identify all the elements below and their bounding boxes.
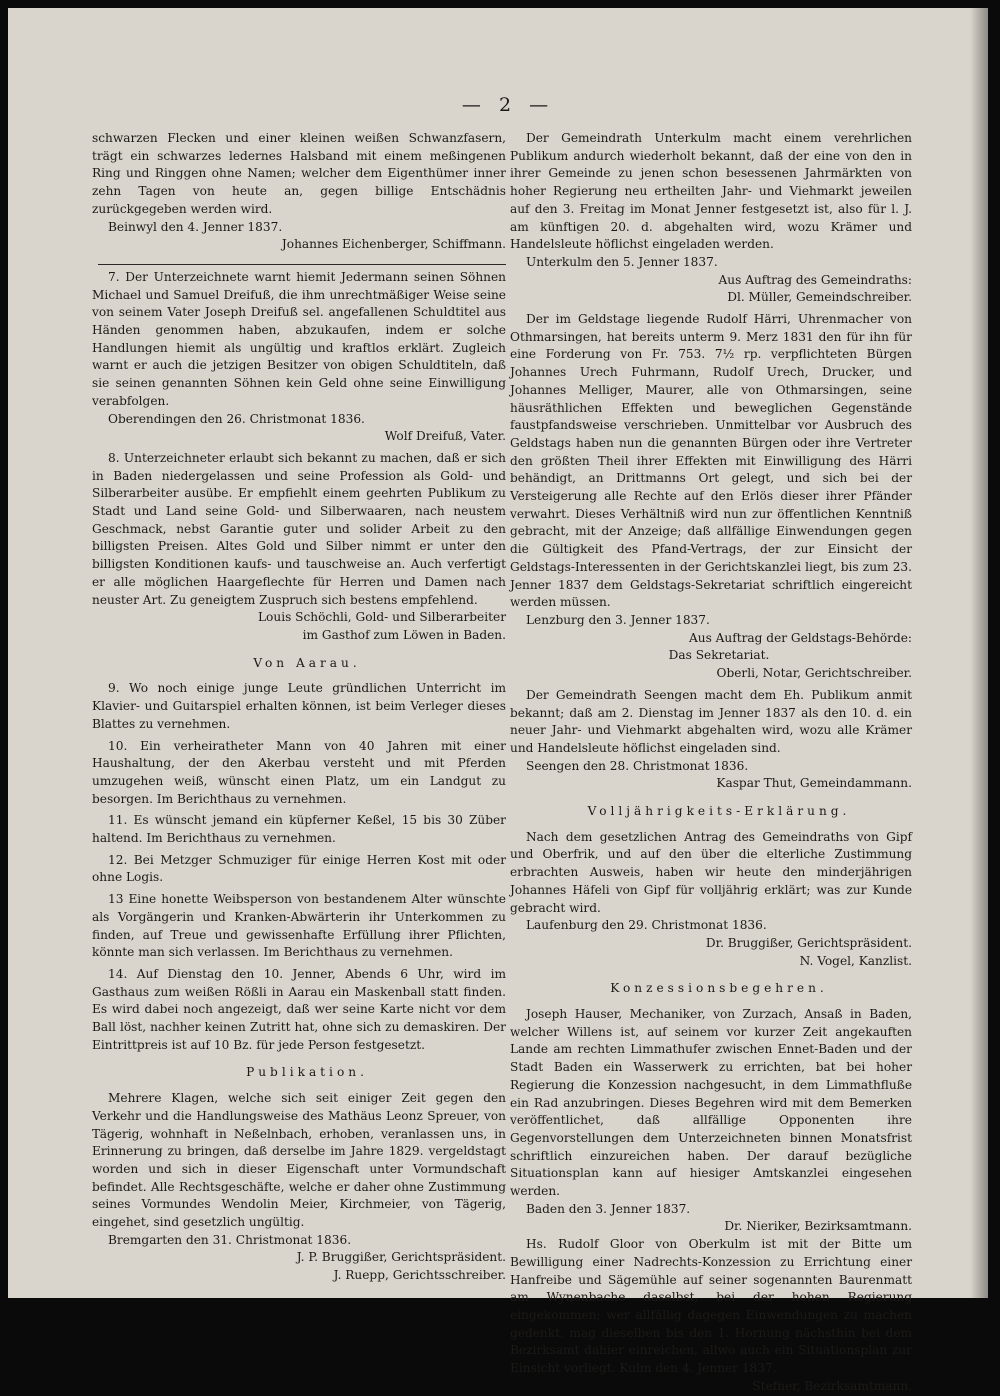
volljaehrigkeit-text: Nach dem gesetzlichen Antrag des Gemeindraths von Gipf und Oberfrik, und auf den über die elterliche Zustimmung erbrachten Ausweis, haben wir heute den minderjährigen Johannes Häfeli von Gipf für volljährig erklärt; was zur Kunde gebracht wird. [510, 829, 912, 915]
ad-12-text: 12. Bei Metzger Schmuziger für einige Herren Kost mit oder ohne Logis. [92, 852, 506, 885]
von-aarau-heading: Von Aarau. [253, 655, 361, 670]
ad-continued-place: Beinwyl den 4. Jenner 1837. [108, 219, 283, 234]
seengen-text: Der Gemeindrath Seengen macht dem Eh. Publikum anmit bekannt; daß am 2. Dienstag im Jenner 1837 als den 10. d. ein neuer Jahr- und Viehmarkt abgehalten wird, wozu alle Krämer und Handelsleute höflichst eingeladen sind. [510, 687, 912, 755]
geldstag-signature-2: Das Sekretariat. [668, 648, 770, 663]
page-edge-shadow [970, 8, 988, 1298]
left-column [92, 130, 506, 1285]
seengen-signature: Kaspar Thut, Gemeindammann. [716, 776, 912, 791]
publikation-text: Mehrere Klagen, welche sich seit einiger Zeit gegen den Verkehr und die Handlungsweise des Mathäus Leonz Spreuer, von Tägerig, wohnhaft in Neßelnbach, erhoben, veranlassen uns, in Erinnerung zu bringen, daß derselbe im Jahre 1829. vergeldstagt worden und sich in dieser Eigenschaft unter Vormundschaft befindet. Alle Rechtsgeschäfte, welche er daher ohne Zustimmung seines Vormundes Wendolin Meier, Kirchmeier, von Tägerig, eingehet, sind gesetzlich ungültig. [92, 1091, 506, 1230]
ad-8-signature-line-2: im Gasthof zum Löwen in Baden. [302, 627, 506, 642]
volljaehrigkeit-place: Laufenburg den 29. Christmonat 1836. [526, 918, 767, 933]
unterkulm-signature-2: Dl. Müller, Gemeindschreiber. [727, 290, 912, 305]
geldstag-place: Lenzburg den 3. Jenner 1837. [526, 612, 710, 627]
unterkulm-text: Der Gemeindrath Unterkulm macht einem verehrlichen Publikum andurch wiederholt bekannt, daß der eine von den in ihrer Gemeinde zu jenen schon besessenen Jahrmärkten von hoher Regierung neu ertheilten Jahr- und Viehmarkt jeweilen auf den 3. Freitag im Monat Jenner festgesetzt ist, also für l. J. am künftigen 20. d. abgehalten wird, wozu Krämer und Handelsleute höflichst eingeladen werden. [510, 131, 912, 252]
volljaehrigkeit-signature-2: N. Vogel, Kanzlist. [799, 953, 912, 968]
konzession-text-2: Hs. Rudolf Gloor von Oberkulm ist mit der Bitte um Bewilligung einer Nadrechts-Konzession zu Errichtung einer Hanfreibe und Sägemühle auf seiner sogenannten Baurenmatt am Wynenbache daselbst, bei der hohen Regierung eingekommen; wer allfällig dagegen Einwendungen zu machen gedenkt, mag dieselben bis den 1. Hornung nächsthin bei dem Bezirksamt dahier einreichen, allwo auch ein Situationsplan zur Einsicht vorliegt. Kulm den 4. Jenner 1837. [510, 1237, 912, 1376]
konzession-text-1: Joseph Hauser, Mechaniker, von Zurzach, Ansaß in Baden, welcher Willens ist, auf seinem vor kurzer Zeit angekauften Lande am rechten Limmathufer zwischen Ennet-Baden und der Stadt Baden ein Wasserwerk zu errichten, bat bei hoher Regierung die Konzession nachgesucht, in dem Limmathfluße ein Rad anzubringen. Dieses Begehren wird mit dem Bemerken veröffentlichet, daß allfällige Opponenten ihre Gegenvorstellungen dem Unterzeichneten binnen Monatsfrist schriftlich einzureichen haben. Der darauf bezügliche Situationsplan kann auf hiesiger Amtskanzlei eingesehen werden. [510, 1007, 912, 1199]
ad-7-signature: Wolf Dreifuß, Vater. [384, 429, 506, 444]
ad-continued-signature: Johannes Eichenberger, Schiffmann. [281, 237, 506, 252]
page-number: — 2 — [461, 94, 555, 116]
ad-11-text: 11. Es wünscht jemand ein küpferner Keßel, 15 bis 30 Züber haltend. Im Berichthaus zu vernehmen. [92, 813, 506, 846]
newspaper-page [8, 8, 988, 1393]
ad-13-text: 13 Eine honette Weibsperson von bestandenem Alter wünschte als Vorgängerin und Kranken-Abwärterin ihr Unterkommen zu finden, auf Treue und gewissenhafte Erfüllung ihrer Pflichten, könnte man sich verlassen. Im Berichthaus zu vernehmen. [92, 892, 506, 960]
unterkulm-signature-1: Aus Auftrag des Gemeindraths: [718, 272, 912, 287]
ad-10-text: 10. Ein verheiratheter Mann von 40 Jahren mit einer Haushaltung, der den Akerbau versteht und mit Pferden umzugehen weiß, wünscht einen Platz, um ein Landgut zu besorgen. Im Berichthaus zu vernehmen. [92, 738, 506, 806]
ad-9-text: 9. Wo noch einige junge Leute gründlichen Unterricht im Klavier- und Guitarspiel erhalten können, ist beim Verleger dieses Blattes zu vernehmen. [92, 681, 506, 731]
ad-8-text: 8. Unterzeichneter erlaubt sich bekannt zu machen, daß er sich in Baden niedergelassen und seine Profession als Gold- und Silberarbeiter ausübe. Er empfiehlt einem geehrten Publikum zu Stadt und Land seine Gold- und Silberwaaren, nach neustem Geschmack, nebst Garantie guter und solider Arbeit zu den billigsten Preisen. Altes Gold und Silber nimmt er unter den billigsten Konditionen kaufs- und tauschweise an. Auch verfertigt er alle möglichen Haargeflechte für Herren und Damen nach neuster Art. Zu geneigtem Zuspruch sich bestens empfehlend. [92, 450, 506, 607]
seengen-place: Seengen den 28. Christmonat 1836. [526, 758, 749, 773]
publikation-place: Bremgarten den 31. Christmonat 1836. [108, 1232, 352, 1247]
publikation-heading: Publikation. [246, 1065, 368, 1080]
konzession-place-1: Baden den 3. Jenner 1837. [526, 1201, 691, 1216]
konzession-heading: Konzessionsbegehren. [610, 981, 828, 996]
konzession-signature-1: Dr. Nieriker, Bezirksamtmann. [724, 1219, 912, 1234]
ad-14-text: 14. Auf Dienstag den 10. Jenner, Abends 6 Uhr, wird im Gasthaus zum weißen Rößli in Aarau ein Maskenball statt finden. Es wird dabei noch angezeigt, daß wer seine Karte nicht vor dem Ball löst, nachher keinen Zutritt hat, ohne sich zu demaskiren. Der Eintrittpreis ist auf 10 Bz. für jede Person festgesetzt. [92, 966, 506, 1052]
ad-7-text: 7. Der Unterzeichnete warnt hiemit Jedermann seinen Söhnen Michael und Samuel Dreifuß, die ihm unrechtmäßiger Weise seine von seinem Vater Joseph Dreifuß sel. angefallenen Schuldtitel aus Händen genommen haben, abzukaufen, indem er solche Handlungen hiemit als ungültig und kraftlos erklärt. Zugleich warnt er auch die jetzigen Besitzer von obigen Schuldtiteln, daß sie seinen genannten Söhnen kein Geld ohne seine Einwilligung verabfolgen. [92, 269, 506, 408]
section-divider [98, 264, 506, 265]
geldstag-signature-3: Oberli, Notar, Gerichtschreiber. [716, 666, 912, 681]
unterkulm-place: Unterkulm den 5. Jenner 1837. [526, 254, 718, 269]
publikation-signature-1: J. P. Bruggißer, Gerichtspräsident. [296, 1250, 506, 1265]
konzession-signature-2: Stefner, Bezirksamtmann. [752, 1378, 912, 1393]
ad-continued-text: schwarzen Flecken und einer kleinen weißen Schwanzfasern, trägt ein schwarzes ledernes Halsband mit einem meßingenen Ring und Ringgen ohne Namen; welcher dem Eigenthümer inner zehn Tagen von heute an, gegen billige Entschädnis zurückgegeben werden wird. [92, 131, 506, 216]
publikation-signature-2: J. Ruepp, Gerichtsschreiber. [333, 1268, 506, 1283]
volljaehrigkeit-signature-1: Dr. Bruggißer, Gerichtspräsident. [705, 935, 912, 950]
right-column [510, 130, 912, 1396]
geldstag-signature-1: Aus Auftrag der Geldstags-Behörde: [688, 630, 912, 645]
geldstag-text: Der im Geldstage liegende Rudolf Härri, Uhrenmacher von Othmarsingen, hat bereits unterm 9. Merz 1831 den für ihn für eine Forderung von Fr. 753. 7½ rp. verpflichteten Bürgen Johannes Urech Fuhrmann, Rudolf Urech, Drucker, und Johannes Melliger, Maurer, alle von Othmarsingen, seine häusräthlichen Effekten und beweglichen Gegenstände faustpfandsweise verschrieben. Unmittelbar vor Ausbruch des Geldstags haben nun die genannten Bürgen oder ihre Vertreter den größten Theil ihrer Effekten mit Einwilligung des Härri behändigt, an Drittmanns Ort gelegt, und sich bei der Versteigerung alle Rechte auf den Erlös dieser ihrer Pfänder verwahrt. Dieses Verhältniß wird nun zur öffentlichen Kenntniß gebracht, mit der Anzeige; daß allfällige Einwendungen gegen die Gültigkeit des Pfand-Vertrags, der zur Einsicht der Geldstags-Interessenten in der Gerichtskanzlei liegt, bis zum 23. Jenner 1837 dem Geldstags-Sekretariat schriftlich eingereicht werden müssen. [510, 312, 912, 610]
ad-7-place: Oberendingen den 26. Christmonat 1836. [108, 411, 365, 426]
volljaehrigkeit-heading: Volljährigkeits-Erklärung. [587, 804, 851, 819]
ad-8-signature-line-1: Louis Schöchli, Gold- und Silberarbeiter [258, 610, 506, 625]
